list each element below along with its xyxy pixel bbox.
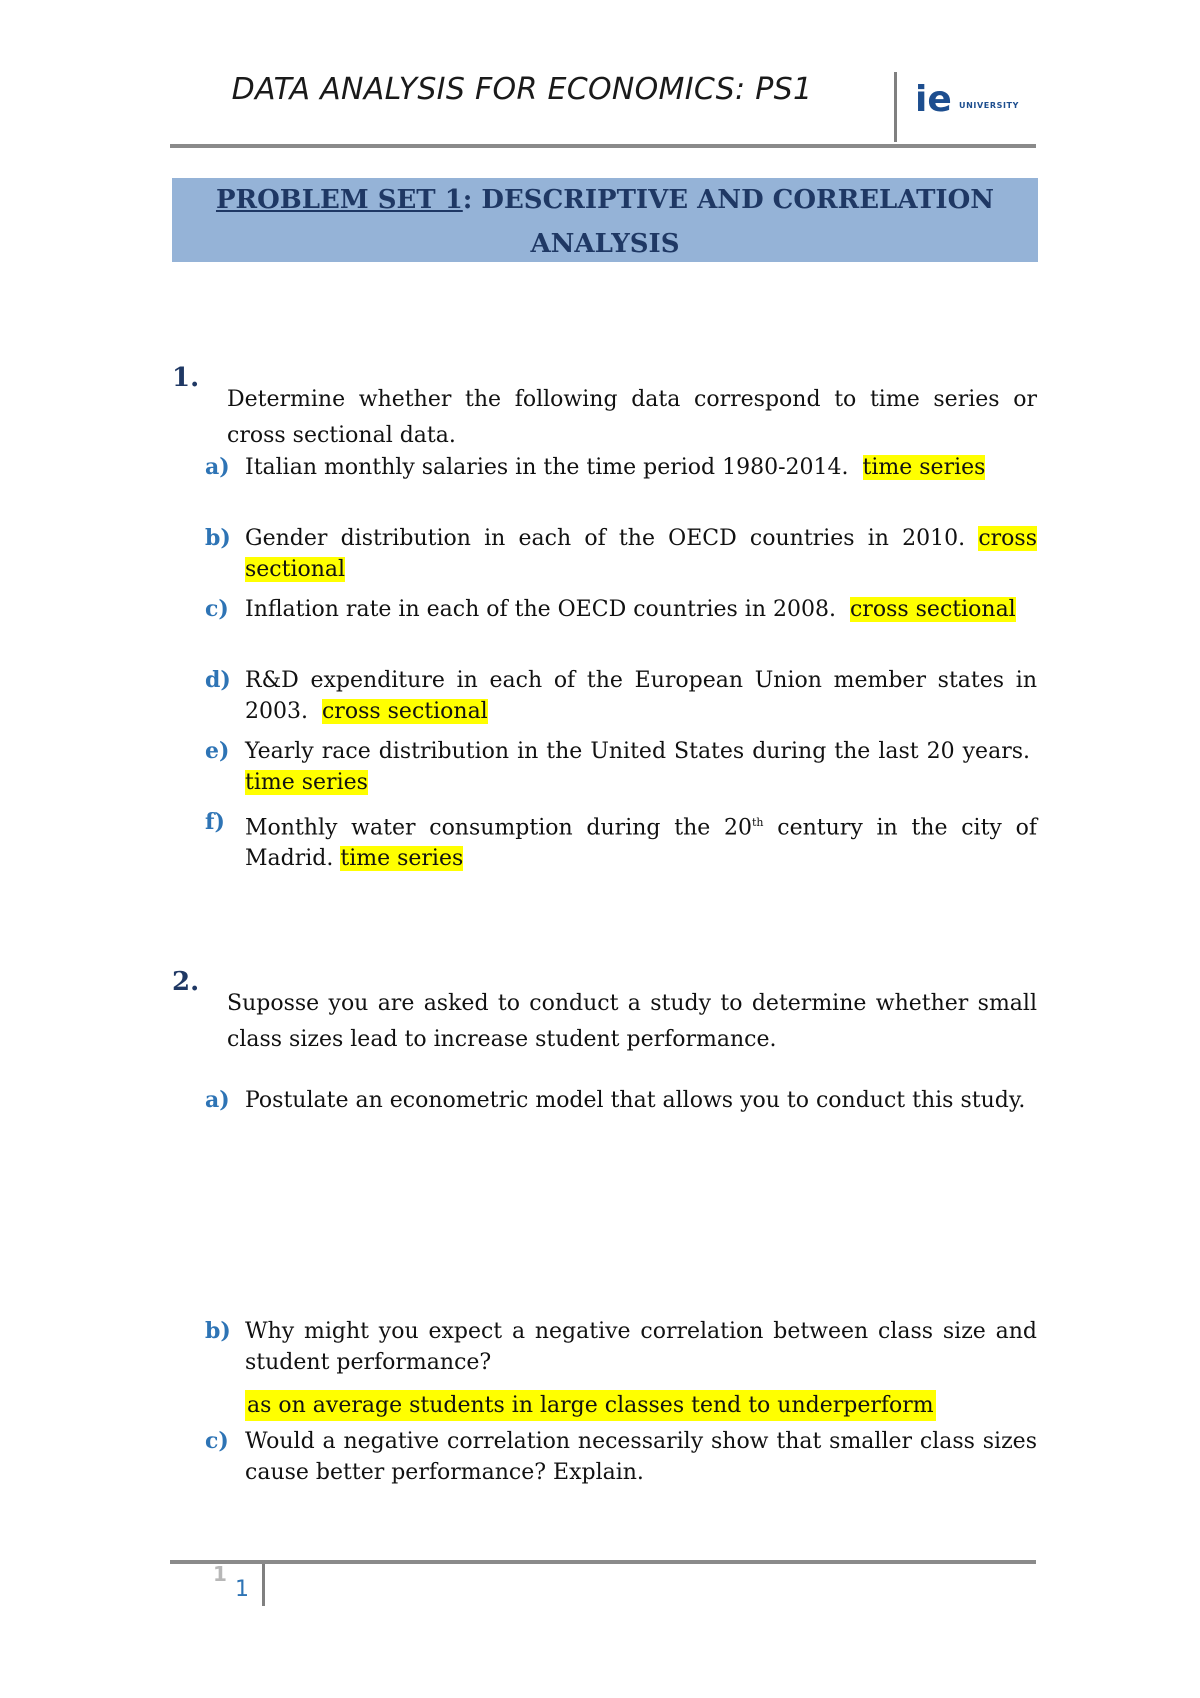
item-text: Postulate an econometric model that allows you to conduct this study. <box>245 1088 1026 1113</box>
q2-answer-b-highlight: as on average students in large classes tend to underperform <box>245 1390 936 1421</box>
q2-item-a <box>205 1085 1037 1116</box>
item-text-continued: century in the city of Madrid. <box>245 815 1037 872</box>
item-text: Italian monthly salaries in the time period 1980-2014. <box>245 455 849 480</box>
footer-divider <box>262 1564 265 1606</box>
superscript: th <box>752 816 764 829</box>
title-underlined: PROBLEM SET 1 <box>215 185 463 215</box>
q1-item-b <box>205 523 1037 585</box>
logo-ie-text: ie <box>915 79 952 120</box>
item-text: Inflation rate in each of the OECD countries in 2008. <box>245 597 836 622</box>
q1-item-f <box>205 807 1037 874</box>
answer-highlight: time series <box>245 770 368 795</box>
item-label: a) <box>205 454 230 480</box>
question-1-number: 1. <box>172 363 200 393</box>
q2-item-c <box>205 1426 1037 1488</box>
answer-highlight: cross sectional <box>849 597 1016 622</box>
title-line2: ANALYSIS <box>530 229 680 259</box>
q1-item-d <box>205 665 1037 727</box>
item-label: d) <box>205 667 231 693</box>
item-text: Why might you expect a negative correlation between class size and student performance? <box>245 1319 1037 1375</box>
question-2-number: 2. <box>172 967 200 997</box>
item-label: c) <box>205 596 229 622</box>
answer-highlight: cross sectional <box>245 526 1037 582</box>
item-text: Gender distribution in each of the OECD countries in 2010. <box>245 526 966 551</box>
item-label: b) <box>205 1318 231 1344</box>
question-2-text: Suposse you are asked to conduct a study to determine whether small class sizes lead to increase student performance. <box>227 991 1037 1052</box>
document-header-title: DATA ANALYSIS FOR ECONOMICS: PS1 <box>231 72 813 107</box>
page-number: 1 <box>235 1577 249 1602</box>
q1-item-e <box>205 736 1037 798</box>
header-rule <box>170 144 1036 148</box>
item-label: f) <box>205 809 225 835</box>
item-text: Monthly water consumption during the 20 <box>245 815 753 841</box>
problem-set-title <box>172 178 1038 262</box>
item-label: b) <box>205 525 231 551</box>
ie-university-logo <box>915 80 1025 124</box>
q1-item-c <box>205 594 1037 625</box>
page-number-ghost: 1 <box>213 1562 227 1586</box>
item-label: c) <box>205 1428 229 1454</box>
item-text: R&D expenditure in each of the European Union member states in 2003. <box>245 668 1037 724</box>
footer-rule <box>170 1560 1036 1564</box>
answer-highlight: time series <box>862 455 986 480</box>
q1-item-a <box>205 452 1037 483</box>
answer-highlight: cross sectional <box>321 699 488 724</box>
question-1-text: Determine whether the following data correspond to time series or cross sectional data. <box>227 387 1037 448</box>
logo-university-text: UNIVERSITY <box>959 101 1019 110</box>
header-divider <box>894 72 897 142</box>
q2-item-b <box>205 1316 1037 1378</box>
item-text: Yearly race distribution in the United States during the last 20 years. <box>245 739 1030 764</box>
item-text: Would a negative correlation necessarily show that smaller class sizes cause better performance? Explain. <box>245 1429 1037 1485</box>
item-label: e) <box>205 738 230 764</box>
answer-highlight: time series <box>340 846 464 872</box>
title-rest: : DESCRIPTIVE AND CORRELATION <box>462 185 995 215</box>
item-label: a) <box>205 1087 230 1113</box>
